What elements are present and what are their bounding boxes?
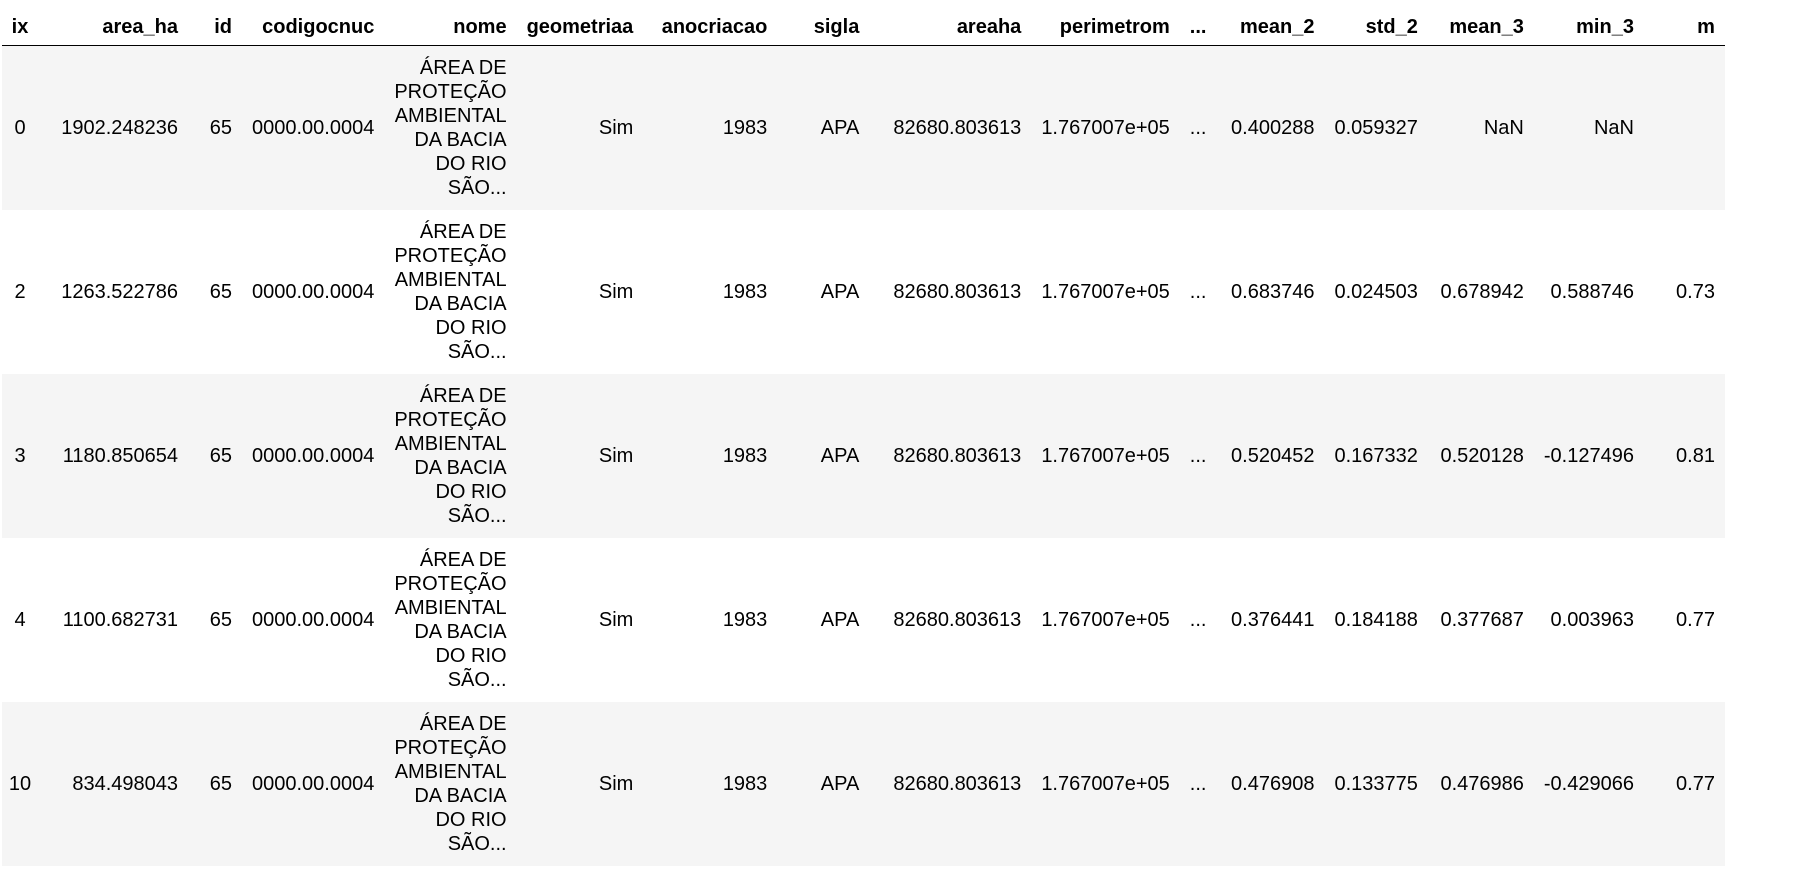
cell-mean-3: 0.377687 (1440, 609, 1524, 631)
cell-codigocnuc: 0000.00.0004 (252, 609, 375, 631)
nome-line: ÁREA DE (419, 57, 507, 79)
column-header-areaha: areaha (956, 15, 1022, 38)
cell-truncated (1644, 46, 1725, 211)
cell-perimetrom: 1.767007e+05 (1041, 609, 1170, 631)
cell-perimetrom: 1.767007e+05 (1041, 445, 1170, 467)
cell-id: 65 (209, 117, 232, 139)
nome-line: ÁREA DE (419, 713, 507, 735)
cell-codigocnuc: 0000.00.0004 (252, 445, 375, 467)
nome-line: ÁREA DE (419, 385, 507, 407)
cell-sigla: APA (820, 773, 860, 795)
cell-ellipsis: ... (1189, 117, 1207, 139)
nome-line: DO RIO (435, 153, 507, 175)
cell-area-ha: 834.498043 (72, 773, 178, 795)
nome-line: PROTEÇÃO (394, 409, 507, 431)
table-header (2, 8, 1725, 46)
cell-mean-2: 0.400288 (1231, 117, 1315, 139)
cell-codigocnuc: 0000.00.0004 (252, 773, 375, 795)
column-header-min-3: min_3 (1576, 15, 1634, 38)
cell-anocriacao: 1983 (722, 117, 768, 139)
column-header-sigla: sigla (813, 15, 860, 38)
table-row (2, 46, 1725, 211)
cell-min-3: 0.003963 (1550, 609, 1634, 631)
cell-sigla: APA (820, 281, 860, 303)
cell-geometriaa: Sim (598, 773, 634, 795)
nome-line: DO RIO (435, 481, 507, 503)
nome-line: PROTEÇÃO (394, 737, 507, 759)
cell-mean-2: 0.520452 (1231, 445, 1315, 467)
cell-codigocnuc: 0000.00.0004 (252, 117, 375, 139)
cell-ellipsis: ... (1189, 445, 1207, 467)
nome-line: PROTEÇÃO (394, 81, 507, 103)
column-header-ix: ix (11, 15, 29, 38)
cell-anocriacao: 1983 (722, 445, 768, 467)
cell-nome (384, 374, 516, 538)
nome-line: DO RIO (435, 809, 507, 831)
nome-line: SÃO... (447, 505, 507, 527)
cell-areaha: 82680.803613 (893, 773, 1022, 795)
cell-mean-2: 0.683746 (1231, 281, 1315, 303)
nome-line: ÁREA DE (419, 221, 507, 243)
nome-line: AMBIENTAL (394, 105, 507, 127)
table-body (2, 46, 1725, 867)
row-index: 0 (14, 117, 26, 139)
column-header-mean-3: mean_3 (1449, 15, 1524, 38)
cell-id: 65 (209, 445, 232, 467)
table-row (2, 538, 1725, 702)
cell-id: 65 (209, 281, 232, 303)
cell-nome (384, 46, 516, 211)
cell-nome (384, 538, 516, 702)
row-index: 2 (14, 281, 26, 303)
cell-std-2: 0.167332 (1334, 445, 1418, 467)
column-header-id: id (214, 15, 232, 38)
nome-line: DA BACIA (414, 785, 507, 807)
cell-ellipsis: ... (1189, 773, 1207, 795)
cell-min-3: 0.588746 (1550, 281, 1634, 303)
column-header-anocriacao: anocriacao (661, 15, 768, 38)
nome-line: DA BACIA (414, 621, 507, 643)
cell-std-2: 0.024503 (1334, 281, 1418, 303)
cell-area-ha: 1100.682731 (62, 609, 178, 631)
cell-anocriacao: 1983 (722, 281, 768, 303)
cell-min-3: -0.429066 (1543, 773, 1634, 795)
cell-anocriacao: 1983 (722, 609, 768, 631)
cell-mean-2: 0.476908 (1231, 773, 1315, 795)
column-header-nome: nome (453, 15, 507, 38)
cell-anocriacao: 1983 (722, 773, 768, 795)
cell-sigla: APA (820, 445, 860, 467)
nome-line: DA BACIA (414, 457, 507, 479)
cell-areaha: 82680.803613 (893, 609, 1022, 631)
cell-ellipsis: ... (1189, 609, 1207, 631)
cell-mean-3: 0.520128 (1440, 445, 1524, 467)
nome-line: SÃO... (447, 341, 507, 363)
cell-truncated: 0.77 (1676, 773, 1715, 795)
nome-line: DA BACIA (414, 293, 507, 315)
cell-area-ha: 1263.522786 (61, 281, 178, 303)
cell-nome (384, 702, 516, 866)
cell-areaha: 82680.803613 (893, 281, 1022, 303)
table-row (2, 702, 1725, 866)
cell-truncated: 0.77 (1676, 609, 1715, 631)
cell-id: 65 (209, 609, 232, 631)
cell-codigocnuc: 0000.00.0004 (252, 281, 375, 303)
cell-perimetrom: 1.767007e+05 (1041, 281, 1170, 303)
cell-min-3: -0.127496 (1543, 445, 1634, 467)
cell-mean-3: 0.476986 (1440, 773, 1524, 795)
column-header-mean-2: mean_2 (1239, 15, 1315, 38)
table-row (2, 210, 1725, 374)
header-row (2, 8, 1725, 46)
column-header-ellipsis: ... (1189, 15, 1207, 38)
column-header-std-2: std_2 (1365, 15, 1418, 38)
cell-perimetrom: 1.767007e+05 (1041, 773, 1170, 795)
cell-ellipsis: ... (1189, 281, 1207, 303)
nome-line: DA BACIA (414, 129, 507, 151)
row-index: 10 (8, 773, 32, 795)
cell-nome (384, 210, 516, 374)
cell-min-3: NaN (1593, 117, 1634, 139)
cell-std-2: 0.184188 (1334, 609, 1418, 631)
cell-mean-3: 0.678942 (1440, 281, 1524, 303)
cell-truncated: 0.73 (1676, 281, 1715, 303)
nome-line: SÃO... (447, 833, 507, 855)
cell-area-ha: 1180.850654 (62, 445, 178, 467)
nome-line: AMBIENTAL (394, 761, 507, 783)
cell-id: 65 (209, 773, 232, 795)
column-header-area-ha: area_ha (102, 15, 178, 38)
cell-perimetrom: 1.767007e+05 (1041, 117, 1170, 139)
cell-mean-2: 0.376441 (1231, 609, 1315, 631)
table-row (2, 374, 1725, 538)
cell-geometriaa: Sim (598, 445, 634, 467)
cell-geometriaa: Sim (598, 609, 634, 631)
column-header-codigocnuc: codigocnuc (262, 15, 375, 38)
cell-sigla: APA (820, 609, 860, 631)
dataframe-table (2, 8, 1725, 866)
cell-area-ha: 1902.248236 (61, 117, 178, 139)
nome-line: PROTEÇÃO (394, 573, 507, 595)
cell-geometriaa: Sim (598, 117, 634, 139)
nome-line: ÁREA DE (419, 549, 507, 571)
nome-line: AMBIENTAL (394, 433, 507, 455)
cell-areaha: 82680.803613 (893, 445, 1022, 467)
nome-line: DO RIO (435, 317, 507, 339)
nome-line: AMBIENTAL (394, 597, 507, 619)
nome-line: DO RIO (435, 645, 507, 667)
nome-line: AMBIENTAL (394, 269, 507, 291)
cell-sigla: APA (820, 117, 860, 139)
column-header-geometriaa: geometriaa (526, 15, 634, 38)
nome-line: SÃO... (447, 669, 507, 691)
nome-line: PROTEÇÃO (394, 245, 507, 267)
nome-line: SÃO... (447, 177, 507, 199)
row-index: 3 (14, 445, 26, 467)
cell-truncated: 0.81 (1676, 445, 1715, 467)
row-index: 4 (14, 609, 26, 631)
cell-std-2: 0.059327 (1334, 117, 1418, 139)
cell-mean-3: NaN (1483, 117, 1524, 139)
column-header-truncated: m (1697, 15, 1715, 38)
cell-areaha: 82680.803613 (893, 117, 1022, 139)
column-header-perimetrom: perimetrom (1059, 15, 1170, 38)
cell-std-2: 0.133775 (1334, 773, 1418, 795)
cell-geometriaa: Sim (598, 281, 634, 303)
